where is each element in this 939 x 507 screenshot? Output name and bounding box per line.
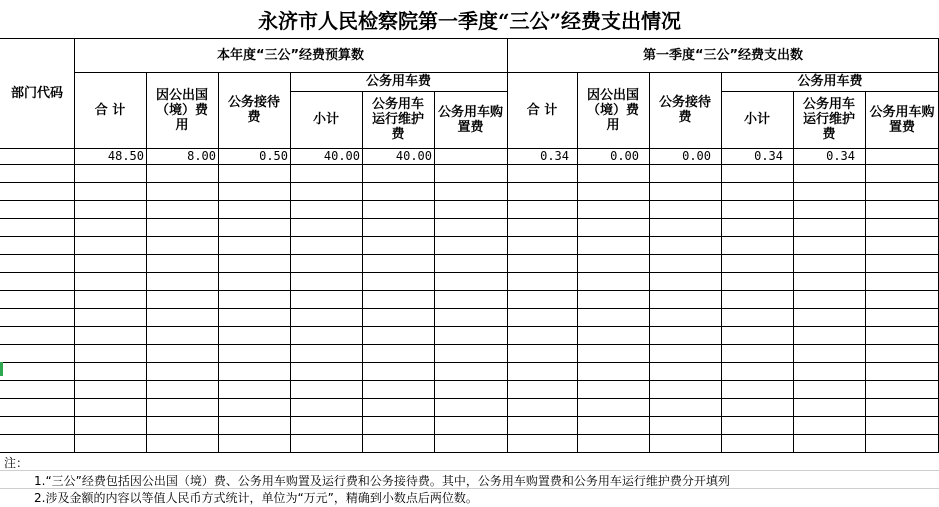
grid-line — [290, 72, 291, 452]
spend-car-group-header: 公务用车费 — [797, 74, 863, 89]
grid-line — [0, 326, 939, 327]
note-item-2: 2.涉及金额的内容以等值人民币方式统计，单位为“万元”，精确到小数点后两位数。 — [34, 491, 478, 505]
budget-car-subtotal-header: 小计 — [312, 112, 339, 127]
grid-line — [865, 91, 866, 452]
grid-line — [0, 164, 939, 165]
budget-car-purchase-header: 公务用车购置费 — [438, 104, 504, 135]
grid-line — [434, 91, 435, 452]
grid-line — [0, 254, 939, 255]
grid-line — [74, 38, 75, 452]
budget-total-value[interactable]: 48.50 — [107, 149, 144, 163]
grid-line — [0, 272, 939, 273]
budget-reception-header: 公务接待费 — [227, 95, 280, 125]
grid-line — [0, 434, 939, 435]
grid-line — [0, 182, 939, 183]
grid-line — [0, 200, 939, 201]
spend-reception-header: 公务接待费 — [658, 95, 711, 125]
grid-line — [577, 72, 578, 452]
spend-overseas-header: 因公出国（境）费用 — [586, 87, 639, 133]
dept-code-header: 部门代码 — [10, 85, 63, 101]
grid-line — [0, 398, 939, 399]
budget-car-group-header: 公务用车费 — [365, 74, 431, 89]
budget-total-header: 合 计 — [94, 102, 126, 118]
budget-car-subtotal-value[interactable]: 40.00 — [323, 149, 360, 163]
budget-overseas-header: 因公出国（境）费用 — [155, 87, 208, 133]
grid-line — [0, 344, 939, 345]
grid-line — [721, 72, 722, 452]
spend-car-operation-value[interactable]: 0.34 — [826, 149, 855, 163]
page-title: 永济市人民检察院第一季度“三公”经费支出情况 — [257, 8, 681, 33]
notes-label: 注： — [4, 456, 29, 470]
sheet-gridline — [0, 470, 939, 471]
grid-line — [0, 416, 939, 417]
grid-line — [218, 72, 219, 452]
grid-line — [0, 452, 939, 453]
grid-line — [507, 38, 508, 452]
grid-line — [146, 72, 147, 452]
grid-line — [0, 38, 939, 39]
budget-car-operation-header: 公务用车运行维护费 — [371, 97, 424, 142]
budget-overseas-value[interactable]: 8.00 — [187, 149, 216, 163]
spend-group-header: 第一季度“三公”经费支出数 — [642, 47, 804, 63]
grid-line — [0, 218, 939, 219]
spend-overseas-value[interactable]: 0.00 — [610, 149, 639, 163]
grid-line — [649, 72, 650, 452]
budget-reception-value[interactable]: 0.50 — [259, 149, 288, 163]
budget-group-header: 本年度“三公”经费预算数 — [216, 47, 365, 63]
spend-car-purchase-header: 公务用车购置费 — [869, 104, 935, 135]
grid-line — [793, 91, 794, 452]
grid-line — [0, 380, 939, 381]
grid-line — [0, 290, 939, 291]
spend-total-value[interactable]: 0.34 — [540, 149, 569, 163]
grid-line — [0, 148, 939, 149]
grid-line — [0, 236, 939, 237]
spend-reception-value[interactable]: 0.00 — [682, 149, 711, 163]
grid-line — [721, 91, 939, 92]
budget-car-operation-value[interactable]: 40.00 — [395, 149, 432, 163]
grid-line — [290, 91, 507, 92]
grid-line — [362, 91, 363, 452]
spend-car-subtotal-value[interactable]: 0.34 — [754, 149, 783, 163]
spend-total-header: 合 计 — [526, 102, 558, 118]
grid-line — [0, 308, 939, 309]
grid-line — [0, 362, 939, 363]
note-item-1: 1.“三公”经费包括因公出国（境）费、公务用车购置及运行费和公务接待费。其中，公务用车购置费和公务用车运行维护费分开填列 — [34, 474, 730, 488]
row-selection-marker — [0, 362, 3, 376]
spend-car-subtotal-header: 小计 — [743, 112, 770, 127]
spend-car-operation-header: 公务用车运行维护费 — [802, 97, 855, 142]
